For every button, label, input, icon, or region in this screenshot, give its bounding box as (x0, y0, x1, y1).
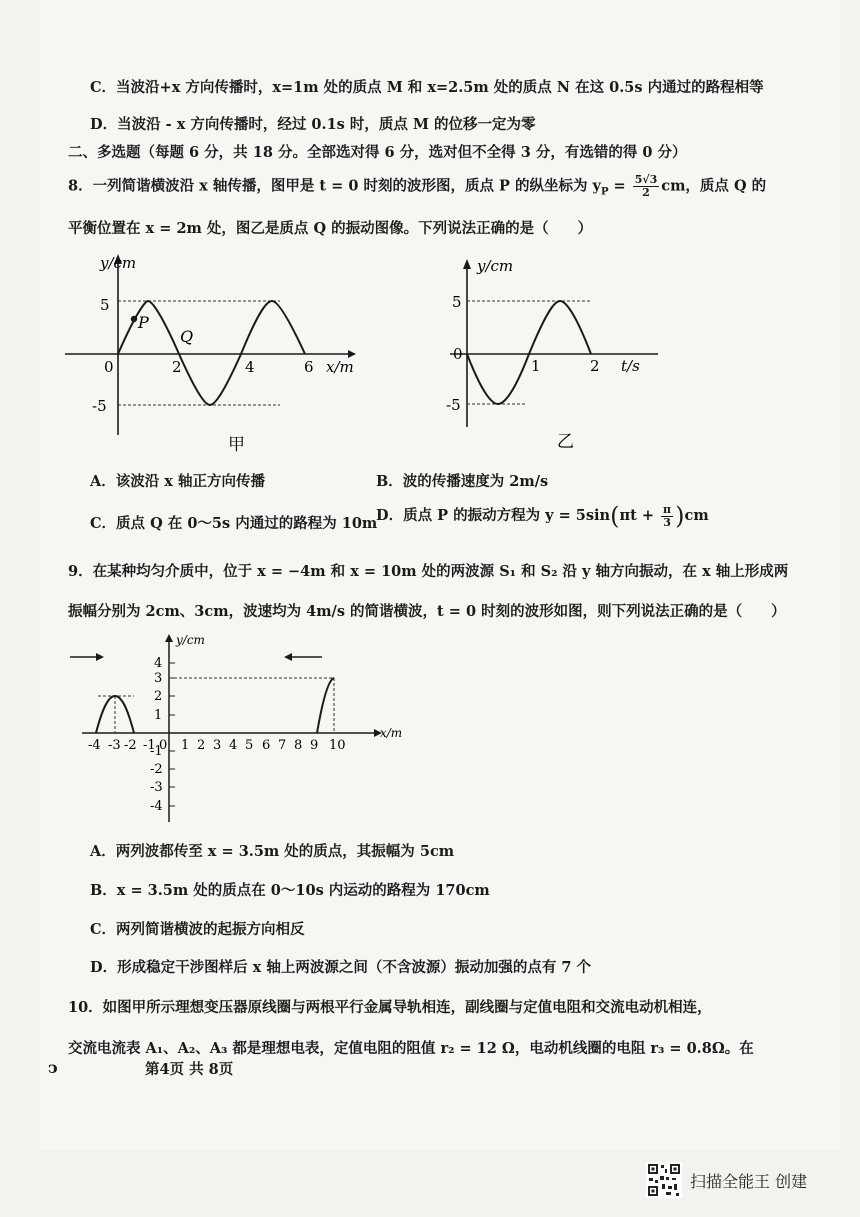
footer-mark: ↄ (48, 1058, 58, 1077)
q7-option-c: C．当波沿+x 方向传播时，x=1m 处的质点 M 和 x=2.5m 处的质点 N 在这 0.5s 内通过的路程相等 (90, 79, 764, 96)
q10-stem-line2: 交流电流表 A₁、A₂、A₃ 都是理想电表，定值电阻的阻值 r₂ = 12 Ω，电动机线圈的电阻 r₃ = 0.8Ω。在 (68, 1040, 754, 1057)
x-tick-labels (88, 738, 346, 753)
y-axis-label: y/cm (477, 257, 514, 275)
q8-frac-den: 2 (642, 186, 650, 199)
point-p (131, 316, 137, 322)
x-tick-0: 0 (159, 738, 168, 753)
x-axis-label: x/m (380, 726, 403, 740)
x-tick-1: 1 (181, 738, 190, 753)
paren-close: ) (675, 502, 685, 530)
q9-stem-line1: 9．在某种均匀介质中，位于 x = −4m 和 x = 10m 处的两波源 S₁ 和 S₂ 沿 y 轴方向振动，在 x 轴上形成两 (68, 563, 789, 580)
x-tick-6: 6 (304, 358, 314, 376)
q9-option-d: D．形成稳定干涉图样后 x 轴上两波源之间（不含波源）振动加强的点有 7 个 (90, 959, 591, 976)
y-tick-4: 4 (154, 656, 163, 671)
x-tick-neg1: -1 (143, 738, 156, 753)
q8-option-d-in: πt + (619, 507, 660, 524)
x-tick-3: 3 (213, 738, 222, 753)
q8-fraction (633, 174, 660, 199)
graph-jia (60, 250, 370, 455)
graph-yi (440, 255, 670, 455)
x-tick-9: 9 (310, 738, 319, 753)
q8-stem-line1 (68, 174, 766, 199)
y-tick-neg1: -1 (150, 744, 163, 759)
y-tick-neg2: -2 (150, 762, 163, 777)
paren-open: ( (610, 502, 620, 530)
y-axis-arrow (463, 259, 471, 269)
y-tick-marks (169, 663, 175, 806)
x-tick-2: 2 (197, 738, 206, 753)
x-tick-4: 4 (245, 358, 255, 376)
page-number: 第4页 共 8页 (145, 1061, 234, 1078)
q9-option-c: C．两列简谐横波的起振方向相反 (90, 921, 305, 938)
q8-option-b: B．波的传播速度为 2m/s (376, 473, 549, 490)
x-tick-7: 7 (278, 738, 287, 753)
y-tick-neg5: -5 (446, 396, 461, 414)
y-tick-neg5: -5 (92, 397, 107, 415)
scanner-watermark (646, 1162, 807, 1198)
pi-frac-num: π (663, 502, 672, 516)
x-tick-10: 10 (329, 738, 346, 753)
brand-text: 扫描全能王 创建 (690, 1171, 808, 1191)
t-tick-2: 2 (590, 357, 600, 375)
x-tick-neg2: -2 (124, 738, 137, 753)
pi-fraction (661, 504, 673, 529)
y-tick-neg4: -4 (150, 799, 163, 814)
t-tick-1: 1 (531, 357, 541, 375)
qr-code-icon (646, 1162, 682, 1198)
y-tick-3: 3 (154, 671, 163, 686)
q8-option-d (376, 502, 709, 530)
x-axis-label: t/s (621, 357, 640, 375)
x-axis-arrow (348, 350, 356, 358)
y-axis-label: y/cm (100, 254, 137, 272)
y-tick-2: 2 (154, 689, 163, 704)
x-tick-neg3: -3 (108, 738, 121, 753)
q9-option-b: B．x = 3.5m 处的质点在 0～10s 内运动的路程为 170cm (90, 882, 490, 899)
q7-option-d: D．当波沿 - x 方向传播时，经过 0.1s 时，质点 M 的位移一定为零 (90, 116, 536, 133)
y-tick-neg3: -3 (150, 780, 163, 795)
caption-jia: 甲 (228, 435, 245, 455)
q9-option-a: A．两列波都传至 x = 3.5m 处的质点，其振幅为 5cm (90, 843, 455, 860)
q8-stem-eq: = (608, 177, 631, 195)
y-tick-1: 1 (154, 708, 163, 723)
q8-stem-line2: 平衡位置在 x = 2m 处，图乙是质点 Q 的振动图像。下列说法正确的是（ ） (68, 220, 593, 237)
y-axis-arrow (165, 634, 173, 642)
q8-stem-sub: P (600, 186, 609, 198)
section-header: 二、多选题（每题 6 分，共 18 分。全部选对得 6 分，选对但不全得 3 分，有选错的得 0 分） (68, 144, 687, 161)
q8-stem-1a: 8．一列简谐横波沿 x 轴传播，图甲是 t = 0 时刻的波形图，质点 P 的纵坐标为 y (68, 177, 601, 195)
caption-yi: 乙 (557, 432, 574, 452)
arrow-right-icon (96, 653, 104, 661)
q8-frac-num: 5√3 (634, 173, 658, 186)
x-tick-2: 2 (172, 358, 182, 376)
q9-stem-line2: 振幅分别为 2cm、3cm，波速均为 4m/s 的简谐横波，t = 0 时刻的波形如图，则下列说法正确的是（ ） (68, 603, 786, 620)
x-axis-label: x/m (326, 358, 354, 376)
arrow-left-icon (284, 653, 292, 661)
wave-s2 (317, 678, 334, 733)
q8-option-d-post: cm (684, 507, 709, 524)
q8-option-d-pre: D．质点 P 的振动方程为 y = 5sin (376, 507, 611, 524)
origin-label: 0 (453, 345, 463, 363)
q-label: Q (180, 327, 194, 346)
q8-stem-1b: cm，质点 Q 的 (661, 177, 767, 195)
vibration-curve (467, 301, 591, 404)
q10-stem-line1: 10．如图甲所示理想变压器原线圈与两根平行金属导轨相连，副线圈与定值电阻和交流电动机相连， (68, 999, 712, 1016)
x-tick-8: 8 (294, 738, 303, 753)
y-tick-5: 5 (452, 293, 462, 311)
y-tick-labels (150, 656, 163, 814)
y-tick-5: 5 (100, 296, 110, 314)
q9-wave-graph (62, 632, 422, 832)
q8-option-a: A．该波沿 x 轴正方向传播 (90, 473, 265, 490)
pi-frac-den: 3 (663, 515, 671, 529)
y-axis-label: y/cm (176, 633, 205, 647)
p-label: P (138, 313, 149, 332)
x-tick-5: 5 (245, 738, 254, 753)
origin-label: 0 (104, 358, 114, 376)
x-tick-neg4: -4 (88, 738, 101, 753)
x-tick-6: 6 (262, 738, 271, 753)
x-tick-4: 4 (229, 738, 238, 753)
q8-option-c: C．质点 Q 在 0～5s 内通过的路程为 10m (90, 515, 378, 532)
